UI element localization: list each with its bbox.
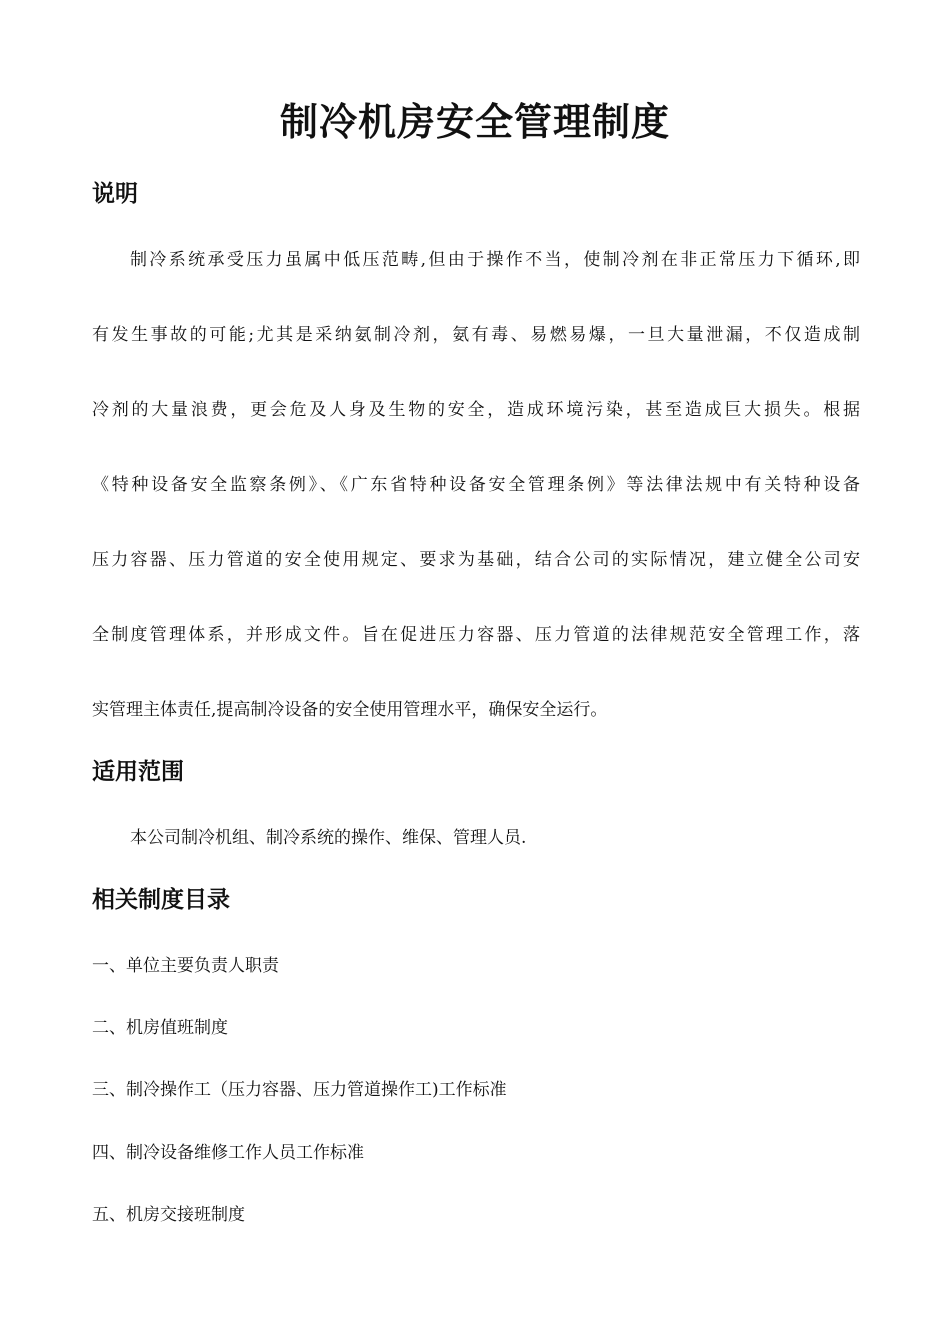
intro-paragraph-line: 全制度管理体系，并形成文件。旨在促进压力容器、压力管道的法律规范安全管理工作，落 [92,625,860,645]
intro-paragraph-line: 冷剂的大量浪费，更会危及人身及生物的安全，造成环境污染，甚至造成巨大损失。根据 [92,400,860,420]
intro-paragraph-line: 有发生事故的可能;尤其是采纳氨制冷剂，氨有毒、易燃易爆，一旦大量泄漏，不仅造成制 [92,325,860,345]
scope-text: 本公司制冷机组、制冷系统的操作、维保、管理人员. [130,828,527,848]
toc-item: 四、制冷设备维修工作人员工作标准 [92,1143,364,1163]
section-heading-toc: 相关制度目录 [92,887,230,913]
toc-item: 三、制冷操作工（压力容器、压力管道操作工)工作标准 [92,1080,507,1100]
intro-paragraph-line: 实管理主体责任,提高制冷设备的安全使用管理水平，确保安全运行。 [92,700,608,720]
intro-paragraph-line: 制冷系统承受压力虽属中低压范畴,但由于操作不当，使制冷剂在非正常压力下循环,即 [130,250,860,270]
intro-paragraph-line: 《特种设备安全监察条例》、《广东省特种设备安全管理条例》等法律法规中有关特种设备 [92,475,860,495]
intro-paragraph-line: 压力容器、压力管道的安全使用规定、要求为基础，结合公司的实际情况，建立健全公司安 [92,550,860,570]
section-heading-intro: 说明 [92,181,138,207]
section-heading-scope: 适用范围 [92,759,184,785]
document-title: 制冷机房安全管理制度 [279,100,670,144]
toc-item: 二、机房值班制度 [92,1018,228,1038]
toc-item: 一、单位主要负责人职责 [92,956,279,976]
toc-item: 五、机房交接班制度 [92,1205,245,1225]
